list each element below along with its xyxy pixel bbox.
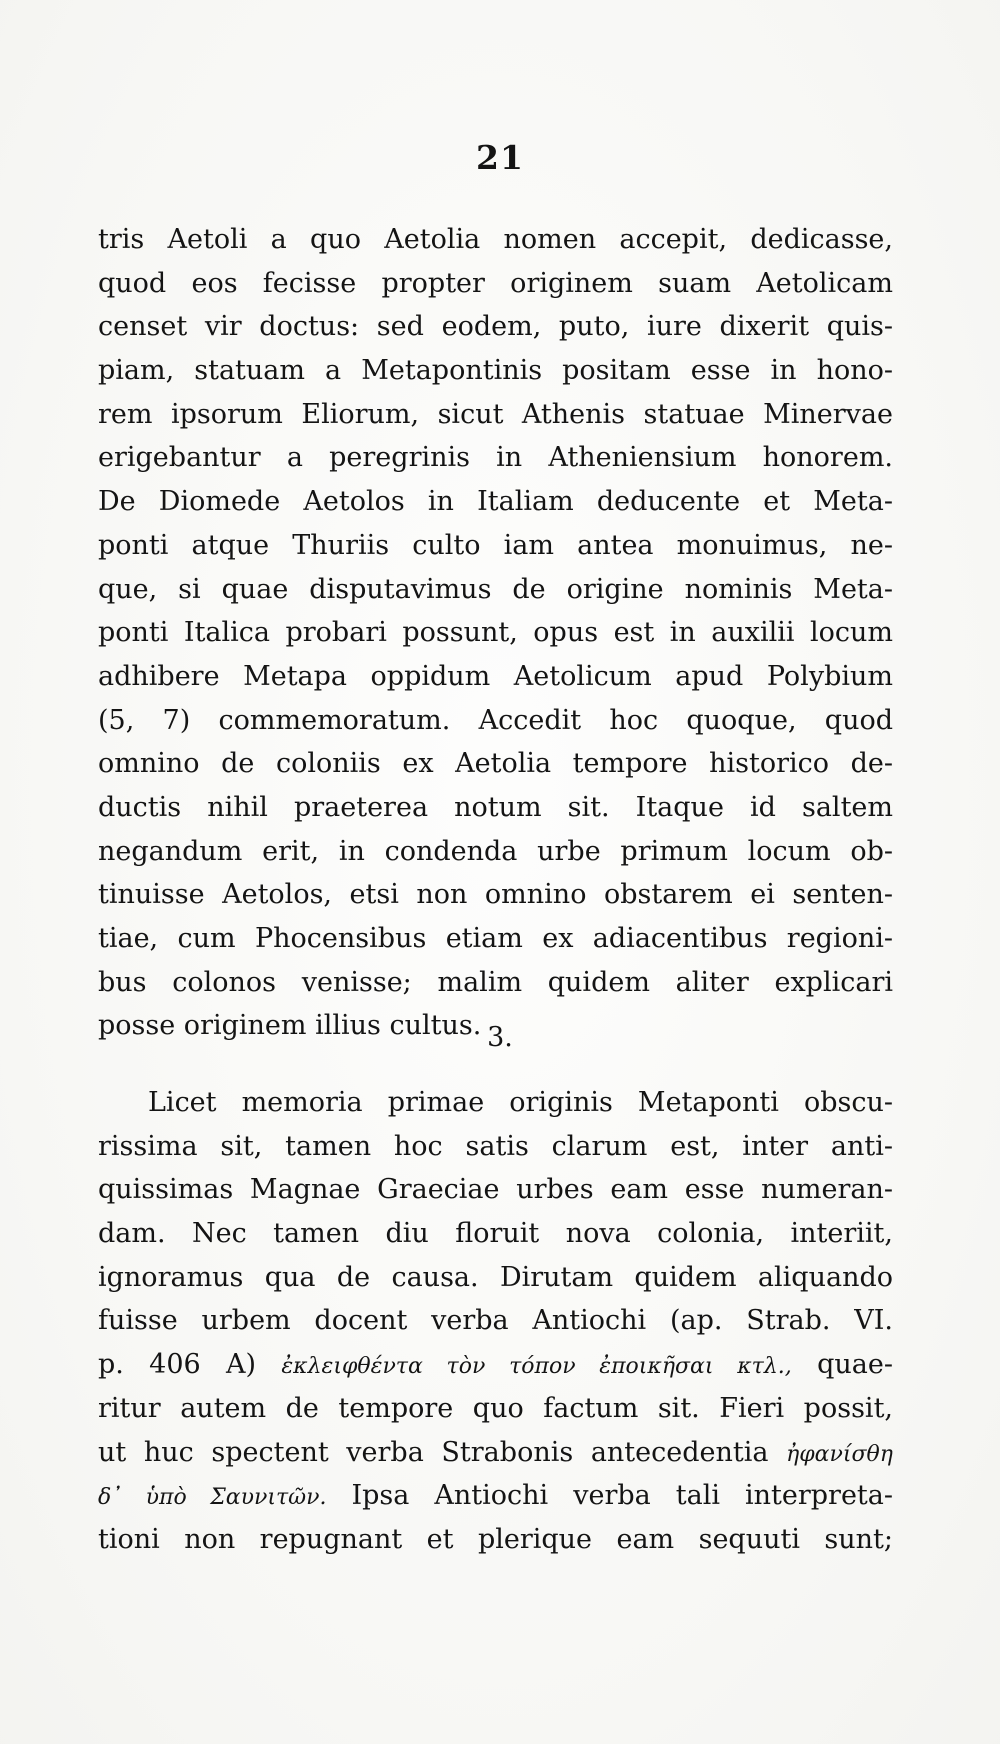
- greek-quotation: ἠφανίσθη: [786, 1441, 893, 1467]
- text-line-with-greek: [98, 1474, 893, 1518]
- text-line: tris Aetoli a quo Aetolia nomen accepit, dedicasse,: [98, 224, 893, 255]
- text-line: negandum erit, in condenda urbe primum locum ob-: [98, 835, 893, 867]
- text-line: censet vir doctus: sed eodem, puto, iure dixerit quis-: [98, 311, 893, 343]
- text-line: De Diomede Aetolos in Italiam deducente et Meta-: [98, 486, 893, 518]
- text-line: quissimas Magnae Graeciae urbes eam esse numeran-: [98, 1174, 893, 1206]
- section-number: 3.: [487, 1022, 513, 1053]
- text-line: ignoramus qua de causa. Dirutam quidem aliquando: [98, 1261, 893, 1293]
- greek-quotation: ἐκλειφθέντα τὸν τόπον ἐποικῆσαι κτλ.,: [281, 1354, 792, 1380]
- text-line: ponti atque Thuriis culto iam antea monuimus, ne-: [98, 529, 893, 561]
- text-line-with-greek: [98, 1343, 893, 1387]
- text-line: Licet memoria primae originis Metaponti obscu-: [148, 1087, 893, 1118]
- text-line: que, si quae disputavimus de origine nominis Meta-: [98, 573, 893, 605]
- text-line: adhibere Metapa oppidum Aetolicum apud Polybium: [98, 660, 893, 692]
- text-line: tioni non repugnant et plerique eam sequuti sunt;: [98, 1523, 893, 1555]
- paragraph-1: [98, 218, 893, 1048]
- text-line: tinuisse Aetolos, etsi non omnino obstarem ei senten-: [98, 879, 893, 911]
- latin-text: p. 406 A): [98, 1349, 257, 1381]
- latin-text: Ipsa Antiochi verba tali interpreta-: [351, 1480, 893, 1512]
- text-line: piam, statuam a Metapontinis positam esse in hono-: [98, 355, 893, 387]
- text-line: bus colonos venisse; malim quidem aliter explicari: [98, 966, 893, 998]
- text-line: ponti Italica probari possunt, opus est in auxilii locum: [98, 617, 893, 649]
- text-line: omnino de coloniis ex Aetolia tempore historico de-: [98, 748, 893, 780]
- latin-text: ut huc spectent verba Strabonis antecedentia: [98, 1436, 769, 1468]
- text-line-with-greek: [98, 1431, 893, 1475]
- text-line: dam. Nec tamen diu floruit nova colonia, interiit,: [98, 1218, 893, 1250]
- text-line: posse originem illius cultus.: [98, 1010, 482, 1042]
- text-line: tiae, cum Phocensibus etiam ex adiacentibus regioni-: [98, 923, 893, 954]
- greek-quotation: δ᾽ ὑπὸ Σαυνιτῶν.: [98, 1485, 327, 1511]
- text-line: (5, 7) commemoratum. Accedit hoc quoque, quod: [98, 704, 893, 736]
- text-line: rissima sit, tamen hoc satis clarum est, inter anti-: [98, 1130, 893, 1162]
- text-line: quod eos fecisse propter originem suam Aetolicam: [98, 267, 893, 299]
- latin-text: quae-: [817, 1349, 893, 1381]
- page-number: 21: [476, 138, 524, 177]
- text-line: ductis nihil praeterea notum sit. Itaque id saltem: [98, 791, 893, 823]
- text-line: erigebantur a peregrinis in Atheniensium honorem.: [98, 442, 893, 474]
- text-line: fuisse urbem docent verba Antiochi (ap. Strab. VI.: [98, 1305, 893, 1337]
- text-line: ritur autem de tempore quo factum sit. Fieri possit,: [98, 1392, 893, 1424]
- text-line: rem ipsorum Eliorum, sicut Athenis statuae Minervae: [98, 398, 893, 430]
- paragraph-2: [98, 1081, 893, 1562]
